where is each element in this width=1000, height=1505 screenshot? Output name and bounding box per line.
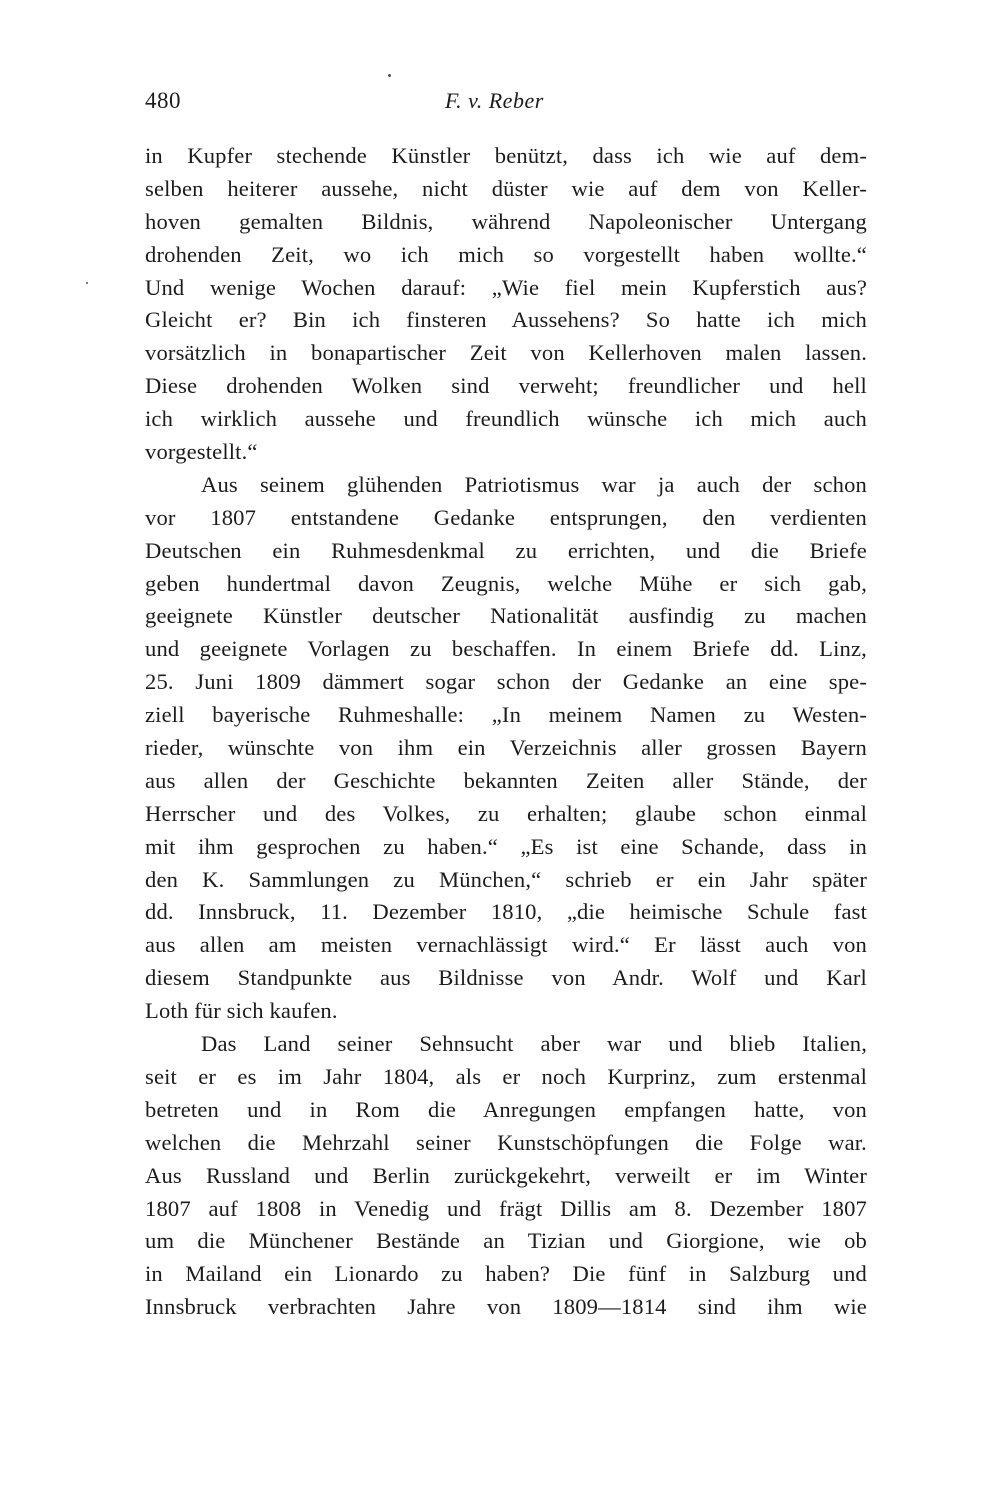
text-line: ziell bayerische Ruhmeshalle: „In meinem Namen zu Westen-: [145, 702, 867, 728]
text-line: Gleicht er? Bin ich finsteren Aussehens? So hatte ich mich: [145, 307, 867, 333]
text-line: um die Münchener Bestände an Tizian und Giorgione, wie ob: [145, 1228, 867, 1254]
text-line: drohenden Zeit, wo ich mich so vorgestellt haben wollte.“: [145, 241, 867, 267]
text-line: Innsbruck verbrachten Jahre von 1809—1814 sind ihm wie: [145, 1294, 867, 1320]
text-line: seit er es im Jahr 1804, als er noch Kurprinz, zum erstenmal: [145, 1063, 867, 1089]
text-line: rieder, wünschte von ihm ein Verzeichnis aller grossen Bayern: [145, 735, 867, 761]
text-line: Herrscher und des Volkes, zu erhalten; glaube schon einmal: [145, 800, 867, 826]
text-line: betreten und in Rom die Anregungen empfangen hatte, von: [145, 1096, 867, 1122]
text-line: Diese drohenden Wolken sind verweht; freundlicher und hell: [145, 373, 867, 399]
text-line: Und wenige Wochen darauf: „Wie fiel mein Kupferstich aus?: [145, 274, 867, 300]
scan-speck: [388, 74, 391, 77]
text-line: Das Land seiner Sehnsucht aber war und blieb Italien,: [201, 1031, 867, 1057]
text-line: in Kupfer stechende Künstler benützt, dass ich wie auf dem-: [145, 143, 867, 168]
text-line: Loth für sich kaufen.: [145, 998, 338, 1024]
page-header: [145, 88, 870, 124]
page-number: 480: [145, 88, 181, 113]
text-line: geeignete Künstler deutscher Nationalität ausfindig zu machen: [145, 603, 867, 629]
text-line: selben heiterer aussehe, nicht düster wie auf dem von Keller-: [145, 175, 867, 201]
text-line: Aus seinem glühenden Patriotismus war ja auch der schon: [201, 471, 867, 497]
running-head: F. v. Reber: [445, 88, 544, 113]
text-line: Aus Russland und Berlin zurückgekehrt, verweilt er im Winter: [145, 1162, 867, 1188]
text-line: dd. Innsbruck, 11. Dezember 1810, „die heimische Schule fast: [145, 899, 867, 925]
text-line: welchen die Mehrzahl seiner Kunstschöpfungen die Folge war.: [145, 1129, 867, 1155]
paragraph: [145, 1028, 867, 1324]
text-line: mit ihm gesprochen zu haben.“ „Es ist eine Schande, dass in: [145, 833, 867, 859]
text-line: hoven gemalten Bildnis, während Napoleonischer Untergang: [145, 208, 867, 234]
text-line: und geeignete Vorlagen zu beschaffen. In einem Briefe dd. Linz,: [145, 636, 867, 662]
text-line: den K. Sammlungen zu München,“ schrieb er ein Jahr später: [145, 866, 867, 892]
text-line: ich wirklich aussehe und freundlich wünsche ich mich auch: [145, 406, 867, 432]
text-line: vorsätzlich in bonapartischer Zeit von Kellerhoven malen lassen.: [145, 340, 867, 366]
paragraph: [145, 140, 867, 469]
text-line: diesem Standpunkte aus Bildnisse von Andr. Wolf und Karl: [145, 965, 867, 991]
text-line: vor 1807 entstandene Gedanke entsprungen, den verdienten: [145, 504, 867, 530]
text-line: aus allen der Geschichte bekannten Zeiten aller Stände, der: [145, 767, 867, 793]
scan-speck: [86, 282, 88, 284]
text-line: 1807 auf 1808 in Venedig und frägt Dillis am 8. Dezember 1807: [145, 1195, 867, 1221]
text-line: geben hundertmal davon Zeugnis, welche Mühe er sich gab,: [145, 570, 867, 596]
text-line: vorgestellt.“: [145, 439, 258, 465]
text-line: Deutschen ein Ruhmesdenkmal zu errichten, und die Briefe: [145, 537, 867, 563]
text-line: in Mailand ein Lionardo zu haben? Die fünf in Salzburg und: [145, 1261, 867, 1287]
paragraph: [145, 469, 867, 1028]
text-line: aus allen am meisten vernachlässigt wird.“ Er lässt auch von: [145, 932, 867, 958]
text-line: 25. Juni 1809 dämmert sogar schon der Gedanke an eine spe-: [145, 669, 867, 695]
body-text: [145, 140, 867, 1324]
